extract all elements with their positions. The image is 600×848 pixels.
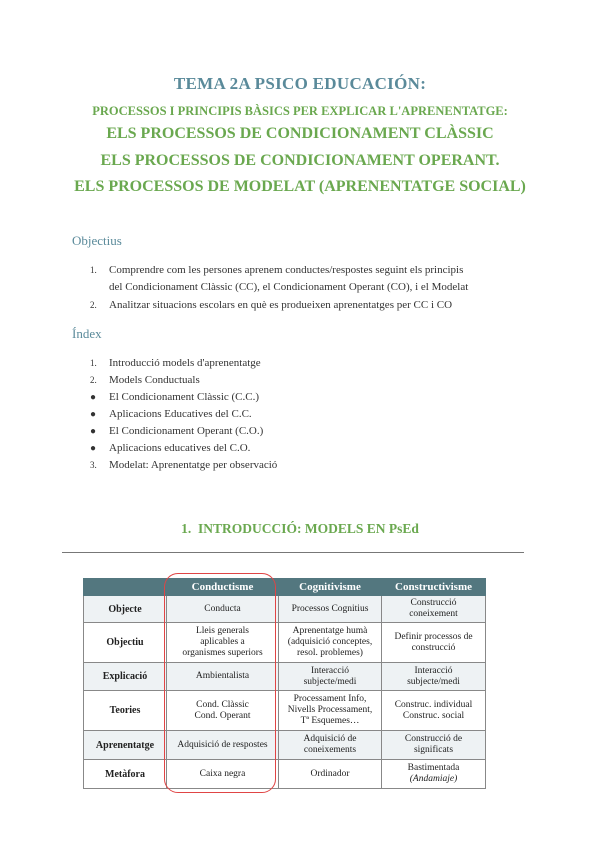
table-cell: Bastimentada (Andamiaje) bbox=[382, 760, 486, 789]
subtitle-small: PROCESSOS I PRINCIPIS BÀSICS PER EXPLICAR L'APRENENTATGE: bbox=[92, 104, 508, 118]
index-item-text: Aplicacions Educatives del C.C. bbox=[109, 408, 252, 420]
objectiu-text: del Condicionament Clàssic (CC), el Condicionament Operant (CO), i el Modelat bbox=[109, 281, 469, 293]
models-comparison-table bbox=[83, 578, 486, 789]
objectiu-text: Analitzar situacions escolars en què es produeixen aprenentatges per CC i CO bbox=[109, 299, 453, 311]
index-heading: Índex bbox=[72, 326, 102, 341]
table-row bbox=[84, 663, 486, 691]
table-cell: Aprenentatge humà (adquisició conceptes, resol. problemes) bbox=[279, 623, 382, 663]
index-item-text: Aplicacions educatives del C.O. bbox=[109, 442, 251, 454]
table-header-row bbox=[84, 579, 486, 596]
subtitle-line-2: ELS PROCESSOS DE CONDICIONAMENT OPERANT. bbox=[100, 152, 500, 169]
objectiu-text: Comprendre com les persones aprenem conductes/respostes seguint els principis bbox=[109, 264, 464, 276]
list-marker: 2. bbox=[90, 300, 97, 310]
table-cell: Cond. Clàssic Cond. Operant bbox=[167, 691, 279, 731]
page-title: TEMA 2A PSICO EDUCACIÓN: bbox=[173, 74, 427, 93]
table-cell: Adquisició de respostes bbox=[167, 731, 279, 760]
row-label: Explicació bbox=[84, 663, 167, 691]
section-number: 1. bbox=[181, 521, 192, 536]
column-header bbox=[84, 579, 167, 596]
index-item bbox=[90, 457, 277, 474]
bullet-icon: ● bbox=[90, 443, 97, 454]
table-cell: Processos Cognitius bbox=[279, 596, 382, 623]
bullet-icon: ● bbox=[90, 426, 97, 437]
index-item-text: Modelat: Aprenentatge per observació bbox=[109, 459, 278, 471]
table-cell: Lleis generals aplicables a organismes superiors bbox=[167, 623, 279, 663]
table-cell: Construcció coneixement bbox=[382, 596, 486, 623]
table-cell: Construcció de significats bbox=[382, 731, 486, 760]
row-label: Aprenentatge bbox=[84, 731, 167, 760]
list-marker: 1. bbox=[90, 358, 97, 368]
table-row bbox=[84, 596, 486, 623]
bullet-icon: ● bbox=[90, 409, 97, 420]
table-cell: Processament Info, Nivells Processament, Tª Esquemes… bbox=[279, 691, 382, 731]
row-label: Teories bbox=[84, 691, 167, 731]
table-row bbox=[84, 731, 486, 760]
row-label: Objecte bbox=[84, 596, 167, 623]
section-divider bbox=[62, 552, 524, 553]
bullet-icon: ● bbox=[90, 392, 97, 403]
index-item-text: El Condicionament Operant (C.O.) bbox=[109, 425, 264, 437]
table-row bbox=[84, 760, 486, 789]
index-item-text: El Condicionament Clàssic (C.C.) bbox=[109, 391, 260, 403]
row-label: Objectiu bbox=[84, 623, 167, 663]
table-cell: Conducta bbox=[167, 596, 279, 623]
column-header: Constructivisme bbox=[382, 579, 486, 596]
list-marker: 1. bbox=[90, 265, 97, 275]
column-header: Conductisme bbox=[167, 579, 279, 596]
index-item-text: Introducció models d'aprenentatge bbox=[109, 357, 261, 369]
table-cell: Ordinador bbox=[279, 760, 382, 789]
table-row bbox=[84, 623, 486, 663]
objectius-heading: Objectius bbox=[72, 233, 122, 248]
row-label: Metàfora bbox=[84, 760, 167, 789]
table-cell: Interacció subjecte/medi bbox=[279, 663, 382, 691]
table-row bbox=[84, 691, 486, 731]
objectiu-item-2 bbox=[90, 297, 452, 314]
table-cell: Definir processos de construcció bbox=[382, 623, 486, 663]
index-item bbox=[90, 440, 250, 457]
list-marker: 2. bbox=[90, 375, 97, 385]
section-heading bbox=[0, 521, 600, 537]
table-cell: Construc. individual Construc. social bbox=[382, 691, 486, 731]
objectiu-item-1 bbox=[90, 262, 468, 296]
section-title: INTRODUCCIÓ: MODELS EN PsEd bbox=[197, 521, 419, 536]
list-marker: 3. bbox=[90, 460, 97, 470]
table-cell: Caixa negra bbox=[167, 760, 279, 789]
table-cell: Ambientalista bbox=[167, 663, 279, 691]
index-item bbox=[90, 406, 252, 423]
index-item-text: Models Conductuals bbox=[109, 374, 200, 386]
index-item bbox=[90, 389, 259, 406]
subtitle-line-1: ELS PROCESSOS DE CONDICIONAMENT CLÀSSIC bbox=[106, 125, 494, 142]
table-cell: Adquisició de coneixements bbox=[279, 731, 382, 760]
column-header: Cognitivisme bbox=[279, 579, 382, 596]
table-cell: Interacció subjecte/medi bbox=[382, 663, 486, 691]
index-item bbox=[90, 372, 200, 389]
index-item bbox=[90, 355, 261, 372]
subtitle-line-3: ELS PROCESSOS DE MODELAT (APRENENTATGE SOCIAL) bbox=[74, 178, 526, 195]
index-item bbox=[90, 423, 263, 440]
